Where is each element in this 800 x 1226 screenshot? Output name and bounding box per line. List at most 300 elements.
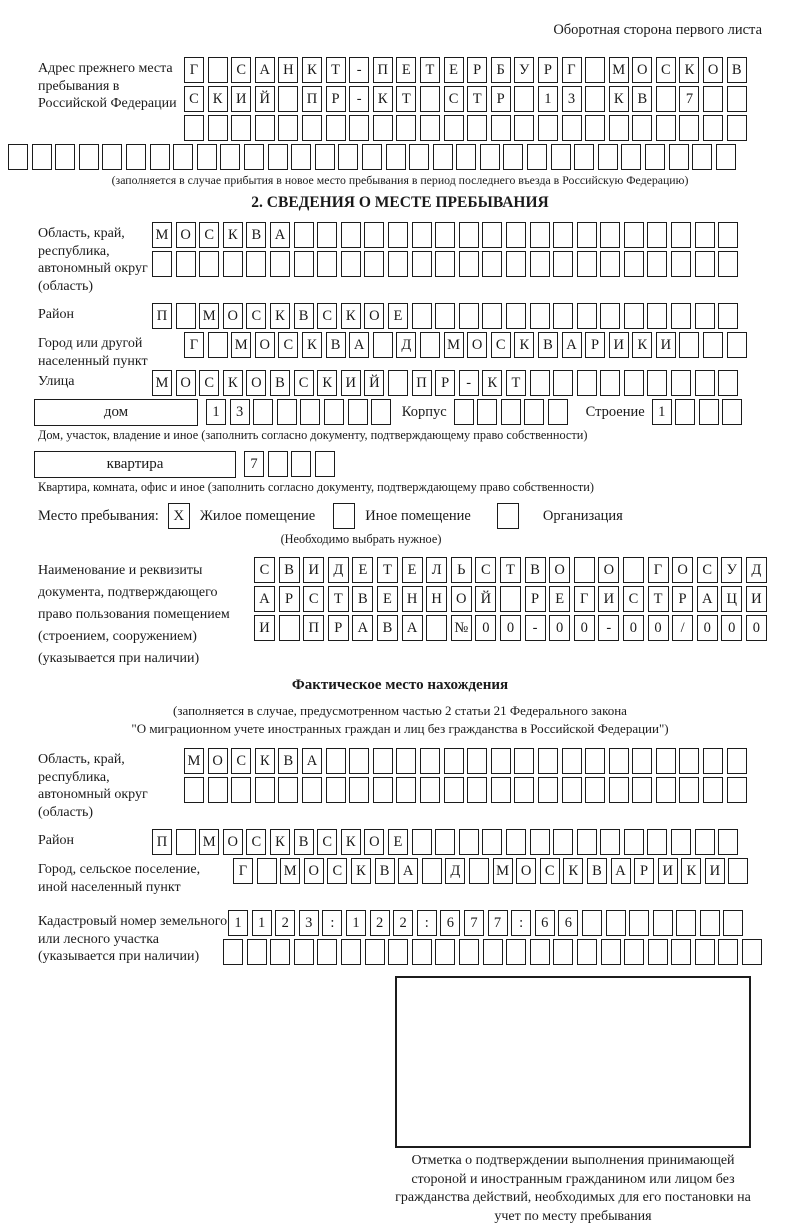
char-cell: Е xyxy=(388,303,408,329)
fact-city-label: Город, сельское поселение, иной населенный пункт xyxy=(38,862,201,895)
char-cell xyxy=(703,115,723,141)
char-cell: 7 xyxy=(244,451,264,477)
char-cell: М xyxy=(444,332,464,358)
char-cell xyxy=(456,144,476,170)
char-cell xyxy=(679,332,699,358)
char-cell xyxy=(255,115,275,141)
char-cell: Е xyxy=(402,557,423,583)
char-cell: К xyxy=(270,303,290,329)
char-cell xyxy=(364,251,384,277)
section2-title: 2. СВЕДЕНИЯ О МЕСТЕ ПРЕБЫВАНИЯ xyxy=(251,194,549,211)
char-cell: А xyxy=(697,586,718,612)
char-cell xyxy=(278,86,298,112)
char-cell xyxy=(208,332,228,358)
char-cell: И xyxy=(598,586,619,612)
char-cell xyxy=(32,144,52,170)
char-cell xyxy=(373,748,393,774)
char-cell xyxy=(326,748,346,774)
stay-type-row xyxy=(38,503,762,529)
fact-note-line1: (заполняется в случае, предусмотренном частью 2 статьи 21 Федерального закона xyxy=(173,703,627,718)
char-cell xyxy=(728,858,748,884)
char-cell: М xyxy=(609,57,629,83)
char-cell xyxy=(562,115,582,141)
char-cell xyxy=(371,399,391,425)
char-cell: 2 xyxy=(275,910,295,936)
char-cell xyxy=(294,222,314,248)
char-cell xyxy=(270,251,290,277)
char-cell xyxy=(294,251,314,277)
char-cell: Р xyxy=(326,86,346,112)
char-cell xyxy=(600,251,620,277)
char-cell: А xyxy=(349,332,369,358)
char-cell xyxy=(695,303,715,329)
char-cell xyxy=(197,144,217,170)
char-cell: И xyxy=(231,86,251,112)
char-cell xyxy=(574,144,594,170)
char-cell xyxy=(703,332,723,358)
char-cell xyxy=(703,748,723,774)
char-cell xyxy=(291,451,311,477)
char-cell xyxy=(692,144,712,170)
char-cell xyxy=(700,910,720,936)
char-cell xyxy=(538,777,558,803)
char-cell: С xyxy=(656,57,676,83)
char-cell xyxy=(648,939,668,965)
char-cell xyxy=(365,939,385,965)
char-cell: Г xyxy=(648,557,669,583)
char-cell: И xyxy=(341,370,361,396)
char-cell xyxy=(538,115,558,141)
char-cell: Р xyxy=(634,858,654,884)
char-cell: Г xyxy=(184,332,204,358)
char-cell: 0 xyxy=(746,615,767,641)
char-cell: О xyxy=(364,303,384,329)
char-cell xyxy=(598,144,618,170)
char-cell xyxy=(600,829,620,855)
char-cell: В xyxy=(587,858,607,884)
char-cell xyxy=(268,144,288,170)
char-cell xyxy=(420,115,440,141)
house-row xyxy=(34,399,762,426)
char-cell: О xyxy=(176,222,196,248)
char-cell: В xyxy=(326,332,346,358)
char-cell: А xyxy=(562,332,582,358)
char-cell xyxy=(585,777,605,803)
char-cell: О xyxy=(451,586,472,612)
char-cell: Д xyxy=(328,557,349,583)
char-cell xyxy=(500,586,521,612)
char-cell xyxy=(467,777,487,803)
char-cell: К xyxy=(632,332,652,358)
char-cell xyxy=(562,777,582,803)
char-cell: В xyxy=(727,57,747,83)
char-cell: С xyxy=(540,858,560,884)
char-cell: С xyxy=(246,303,266,329)
char-cell: : xyxy=(511,910,531,936)
char-cell xyxy=(253,399,273,425)
char-cell: Т xyxy=(506,370,526,396)
char-cell: М xyxy=(184,748,204,774)
prev-address-row-4 xyxy=(8,144,762,170)
char-cell xyxy=(524,399,544,425)
char-cell xyxy=(647,222,667,248)
char-cell xyxy=(477,399,497,425)
char-cell: О xyxy=(364,829,384,855)
char-cell: Н xyxy=(402,586,423,612)
char-cell: - xyxy=(349,57,369,83)
char-cell: 6 xyxy=(440,910,460,936)
char-cell xyxy=(718,939,738,965)
char-cell: Т xyxy=(467,86,487,112)
prev-address-row-1 xyxy=(184,57,762,83)
char-cell: У xyxy=(721,557,742,583)
apartment-cells xyxy=(244,451,338,477)
char-cell xyxy=(409,144,429,170)
char-cell xyxy=(514,86,534,112)
char-cell: С xyxy=(491,332,511,358)
char-cell xyxy=(609,748,629,774)
char-cell: Е xyxy=(388,829,408,855)
char-cell xyxy=(412,222,432,248)
char-cell xyxy=(679,777,699,803)
char-cell: Р xyxy=(585,332,605,358)
korpus-label: Корпус xyxy=(401,404,447,420)
fact-note-line2: "О миграционном учете иностранных граждан и лиц без гражданства в Российской Федерации") xyxy=(131,721,669,736)
char-cell xyxy=(326,777,346,803)
char-cell xyxy=(514,748,534,774)
char-cell: 0 xyxy=(697,615,718,641)
cadastral-label: Кадастровый номер земельного или лесного участка (указывается при наличии) xyxy=(38,914,228,964)
char-cell xyxy=(184,115,204,141)
char-cell xyxy=(422,858,442,884)
char-cell xyxy=(426,615,447,641)
fact-district-group xyxy=(38,829,762,858)
char-cell xyxy=(514,115,534,141)
char-cell xyxy=(671,303,691,329)
char-cell: Г xyxy=(574,586,595,612)
char-cell xyxy=(388,939,408,965)
char-cell: В xyxy=(375,858,395,884)
char-cell xyxy=(482,222,502,248)
char-cell xyxy=(562,748,582,774)
char-cell: Е xyxy=(549,586,570,612)
char-cell: Р xyxy=(672,586,693,612)
char-cell xyxy=(632,748,652,774)
char-cell xyxy=(695,939,715,965)
char-cell: Р xyxy=(491,86,511,112)
char-cell: И xyxy=(656,332,676,358)
char-cell: И xyxy=(705,858,725,884)
char-cell: 6 xyxy=(558,910,578,936)
char-cell: О xyxy=(304,858,324,884)
char-cell: Д xyxy=(746,557,767,583)
char-cell: Т xyxy=(420,57,440,83)
char-cell xyxy=(600,222,620,248)
char-cell: С xyxy=(254,557,275,583)
char-cell: К xyxy=(482,370,502,396)
char-cell xyxy=(647,303,667,329)
char-cell: С xyxy=(184,86,204,112)
char-cell xyxy=(609,777,629,803)
char-cell xyxy=(553,370,573,396)
char-cell xyxy=(585,86,605,112)
char-cell: В xyxy=(246,222,266,248)
char-cell xyxy=(624,303,644,329)
char-cell: К xyxy=(255,748,275,774)
residential-checkbox: X xyxy=(168,503,190,529)
char-cell: С xyxy=(317,829,337,855)
char-cell xyxy=(223,251,243,277)
char-cell xyxy=(469,858,489,884)
char-cell xyxy=(577,303,597,329)
organization-label: Организация xyxy=(542,507,623,524)
stroenie-label: Строение xyxy=(585,404,645,420)
char-cell xyxy=(506,222,526,248)
page-header: Оборотная сторона первого листа xyxy=(553,22,762,38)
char-cell xyxy=(223,939,243,965)
char-cell xyxy=(278,777,298,803)
char-cell xyxy=(373,777,393,803)
char-cell: Р xyxy=(435,370,455,396)
char-cell xyxy=(582,910,602,936)
char-cell xyxy=(388,222,408,248)
char-cell xyxy=(444,777,464,803)
char-cell: К xyxy=(317,370,337,396)
char-cell: Д xyxy=(396,332,416,358)
char-cell: Л xyxy=(426,557,447,583)
char-cell xyxy=(553,829,573,855)
char-cell: - xyxy=(349,86,369,112)
char-cell: О xyxy=(516,858,536,884)
char-cell: Й xyxy=(255,86,275,112)
char-cell xyxy=(459,303,479,329)
char-cell xyxy=(669,144,689,170)
char-cell xyxy=(315,451,335,477)
char-cell xyxy=(676,910,696,936)
char-cell xyxy=(632,777,652,803)
region-label: Область, край, республика, автономный округ (область) xyxy=(38,226,148,294)
char-cell xyxy=(624,939,644,965)
char-cell: С xyxy=(294,370,314,396)
char-cell xyxy=(482,251,502,277)
city-group xyxy=(38,332,762,370)
char-cell: К xyxy=(679,57,699,83)
char-cell xyxy=(483,939,503,965)
char-cell xyxy=(491,777,511,803)
char-cell: 2 xyxy=(393,910,413,936)
char-cell xyxy=(173,144,193,170)
char-cell xyxy=(718,251,738,277)
char-cell: 0 xyxy=(475,615,496,641)
char-cell xyxy=(480,144,500,170)
char-cell: П xyxy=(302,86,322,112)
char-cell: В xyxy=(270,370,290,396)
char-cell: М xyxy=(280,858,300,884)
district-label: Район xyxy=(38,307,74,322)
char-cell xyxy=(653,910,673,936)
char-cell xyxy=(656,748,676,774)
fact-district-label: Район xyxy=(38,833,74,848)
char-cell: 7 xyxy=(488,910,508,936)
char-cell xyxy=(435,222,455,248)
char-cell xyxy=(291,144,311,170)
street-label: Улица xyxy=(38,374,75,389)
char-cell: Р xyxy=(467,57,487,83)
char-cell xyxy=(152,251,172,277)
char-cell xyxy=(656,777,676,803)
char-cell xyxy=(695,222,715,248)
char-cell: И xyxy=(746,586,767,612)
char-cell xyxy=(244,144,264,170)
char-cell xyxy=(716,144,736,170)
char-cell: 3 xyxy=(562,86,582,112)
char-cell: О xyxy=(176,370,196,396)
char-cell xyxy=(679,748,699,774)
stay-type-note: (Необходимо выбрать нужное) xyxy=(280,532,442,546)
char-cell xyxy=(530,303,550,329)
char-cell: 2 xyxy=(370,910,390,936)
char-cell: Й xyxy=(364,370,384,396)
char-cell: К xyxy=(341,303,361,329)
char-cell xyxy=(671,370,691,396)
fact-region-group xyxy=(38,748,762,821)
char-cell xyxy=(527,144,547,170)
prev-address-rows xyxy=(184,57,762,144)
char-cell xyxy=(722,399,742,425)
char-cell xyxy=(718,303,738,329)
char-cell xyxy=(647,370,667,396)
char-cell: Д xyxy=(445,858,465,884)
char-cell: 7 xyxy=(679,86,699,112)
char-cell xyxy=(326,115,346,141)
char-cell: Н xyxy=(426,586,447,612)
char-cell: М xyxy=(199,829,219,855)
cadastral-row-2 xyxy=(223,939,766,965)
char-cell xyxy=(412,251,432,277)
char-cell: С xyxy=(327,858,347,884)
char-cell: С xyxy=(317,303,337,329)
char-cell xyxy=(270,939,290,965)
cadastral-row-1 xyxy=(228,910,766,936)
char-cell xyxy=(8,144,28,170)
char-cell: С xyxy=(199,370,219,396)
char-cell: С xyxy=(199,222,219,248)
char-cell xyxy=(459,251,479,277)
char-cell xyxy=(420,748,440,774)
char-cell: К xyxy=(223,222,243,248)
char-cell xyxy=(150,144,170,170)
char-cell: М xyxy=(199,303,219,329)
char-cell: В xyxy=(632,86,652,112)
apartment-note: Квартира, комната, офис и иное (заполнить согласно документу, подтверждающему право собственности) xyxy=(38,480,594,494)
char-cell xyxy=(459,222,479,248)
char-cell xyxy=(551,144,571,170)
char-cell: В xyxy=(525,557,546,583)
char-cell xyxy=(656,86,676,112)
organization-checkbox xyxy=(497,503,519,529)
char-cell: К xyxy=(208,86,228,112)
char-cell xyxy=(302,115,322,141)
char-cell xyxy=(585,115,605,141)
region-row-2 xyxy=(152,251,762,277)
char-cell: Ь xyxy=(451,557,472,583)
char-cell xyxy=(671,939,691,965)
char-cell xyxy=(695,251,715,277)
char-cell xyxy=(491,748,511,774)
char-cell: 1 xyxy=(206,399,226,425)
house-number-cells xyxy=(206,399,395,425)
char-cell: О xyxy=(246,370,266,396)
region-row-1 xyxy=(152,222,762,248)
char-cell xyxy=(231,777,251,803)
char-cell: Е xyxy=(352,557,373,583)
char-cell xyxy=(491,115,511,141)
char-cell xyxy=(530,251,550,277)
char-cell: П xyxy=(152,829,172,855)
char-cell: В xyxy=(294,303,314,329)
prev-address-group xyxy=(38,57,762,144)
char-cell xyxy=(454,399,474,425)
char-cell: Р xyxy=(525,586,546,612)
char-cell: Г xyxy=(233,858,253,884)
char-cell: У xyxy=(514,57,534,83)
char-cell xyxy=(433,144,453,170)
fact-city-group xyxy=(38,858,762,896)
other-premises-checkbox xyxy=(333,503,355,529)
char-cell xyxy=(699,399,719,425)
fact-region-label: Область, край, республика, автономный округ (область) xyxy=(38,752,148,820)
char-cell xyxy=(727,115,747,141)
char-cell xyxy=(246,251,266,277)
char-cell: 3 xyxy=(299,910,319,936)
char-cell: Е xyxy=(396,57,416,83)
char-cell xyxy=(501,399,521,425)
char-cell xyxy=(577,251,597,277)
char-cell xyxy=(349,777,369,803)
char-cell xyxy=(530,829,550,855)
char-cell xyxy=(208,57,228,83)
char-cell: К xyxy=(514,332,534,358)
char-cell: К xyxy=(609,86,629,112)
char-cell xyxy=(553,939,573,965)
char-cell: С xyxy=(623,586,644,612)
char-cell xyxy=(278,115,298,141)
char-cell xyxy=(577,370,597,396)
char-cell: А xyxy=(398,858,418,884)
char-cell: К xyxy=(223,370,243,396)
char-cell xyxy=(482,829,502,855)
char-cell xyxy=(621,144,641,170)
char-cell: С xyxy=(246,829,266,855)
char-cell: Н xyxy=(278,57,298,83)
char-cell xyxy=(671,222,691,248)
char-cell xyxy=(459,939,479,965)
fact-region-row-1 xyxy=(184,748,762,774)
char-cell xyxy=(679,115,699,141)
char-cell xyxy=(553,222,573,248)
district-row xyxy=(152,303,762,329)
char-cell: А xyxy=(402,615,423,641)
char-cell: П xyxy=(373,57,393,83)
char-cell: - xyxy=(598,615,619,641)
char-cell xyxy=(294,939,314,965)
char-cell xyxy=(268,451,288,477)
char-cell xyxy=(412,939,432,965)
char-cell: 6 xyxy=(535,910,555,936)
char-cell: 0 xyxy=(623,615,644,641)
char-cell: 0 xyxy=(549,615,570,641)
prev-address-row-3 xyxy=(184,115,762,141)
